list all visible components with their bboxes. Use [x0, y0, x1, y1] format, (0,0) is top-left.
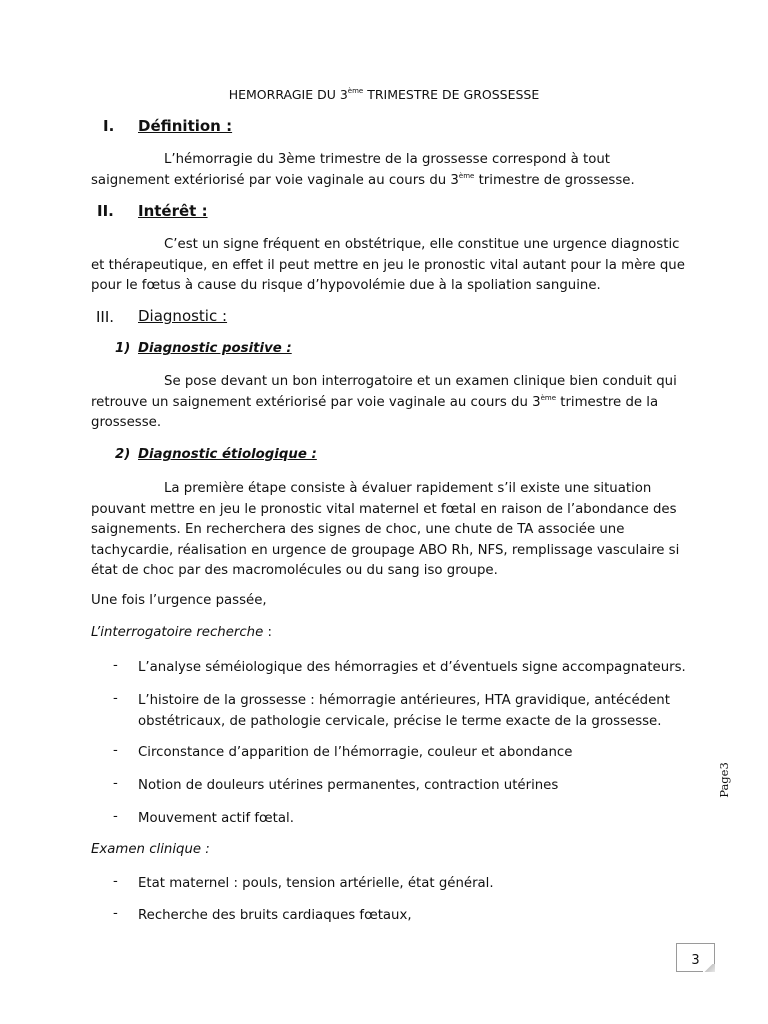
bullet-dash: -: [113, 906, 118, 921]
bullet-dash: -: [113, 743, 118, 758]
list-item: Notion de douleurs utérines permanentes, contraction utérines: [138, 778, 559, 793]
examen-label: Examen clinique :: [91, 842, 210, 857]
list-item: Mouvement actif fœtal.: [138, 811, 294, 826]
page-number: 3: [691, 953, 700, 968]
section-heading-definition: Définition :: [138, 117, 233, 135]
subsection-heading-etiologique: Diagnostic étiologique :: [138, 447, 317, 462]
subsection-number: 2): [115, 447, 131, 462]
section-heading-diagnostic: Diagnostic :: [138, 307, 228, 325]
list-item: Recherche des bruits cardiaques fœtaux,: [138, 908, 412, 923]
section-heading-interet: Intérêt :: [138, 202, 208, 220]
bullet-dash: -: [113, 776, 118, 791]
list-item: Circonstance d’apparition de l’hémorragie, couleur et abondance: [138, 745, 573, 760]
section-number: III.: [96, 308, 115, 326]
document-title: HEMORRAGIE DU 3ème TRIMESTRE DE GROSSESSE: [228, 87, 540, 102]
bullet-dash: -: [113, 691, 118, 706]
list-item: Etat maternel : pouls, tension artérielle, état général.: [138, 876, 494, 891]
bullet-dash: -: [113, 658, 118, 673]
subsection-number: 1): [115, 341, 131, 356]
list-item: L’analyse séméiologique des hémorragies et d’éventuels signe accompagnateurs.: [138, 660, 686, 675]
section-number: II.: [97, 202, 114, 220]
positive-paragraph: Se pose devant un bon interrogatoire et un examen clinique bien conduit qui retrouve un saignement extériorisé par voie vaginale au cours du 3ème trimestre de la grossesse.: [91, 374, 677, 430]
bullet-dash: -: [113, 874, 118, 889]
side-page-label: Page3: [717, 762, 731, 798]
page-number-box: [676, 943, 715, 972]
urgence-line: Une fois l’urgence passée,: [91, 593, 267, 608]
bullet-dash: -: [113, 809, 118, 824]
definition-paragraph: L’hémorragie du 3ème trimestre de la grossesse correspond à tout saignement extériorisé par voie vaginale au cours du 3ème trimestre de grossesse.: [91, 152, 635, 188]
list-item: L’histoire de la grossesse : hémorragie antérieures, HTA gravidique, antécédent obstétricaux, de pathologie cervicale, précise le terme exacte de la grossesse.: [138, 693, 670, 729]
subsection-heading-positive: Diagnostic positive :: [138, 341, 292, 356]
etiologique-paragraph: La première étape consiste à évaluer rapidement s’il existe une situation pouvant mettre en jeu le pronostic vital maternel et fœtal en raison de l’abondance des saignements. En recherchera des signes de choc, une chute de TA associée une tachycardie, réalisation en urgence de groupage ABO Rh, NFS, remplissage vasculaire si état de choc par des macromolécules ou du sang iso groupe.: [91, 481, 680, 578]
interrogatoire-label: L’interrogatoire recherche :: [91, 625, 273, 640]
section-number: I.: [103, 117, 115, 135]
interet-paragraph: C’est un signe fréquent en obstétrique, elle constitue une urgence diagnostic et thérapeutique, en effet il peut mettre en jeu le pronostic vital autant pour la mère que pour le fœtus à cause du risque d’hypovolémie due à la spoliation sanguine.: [91, 237, 685, 293]
